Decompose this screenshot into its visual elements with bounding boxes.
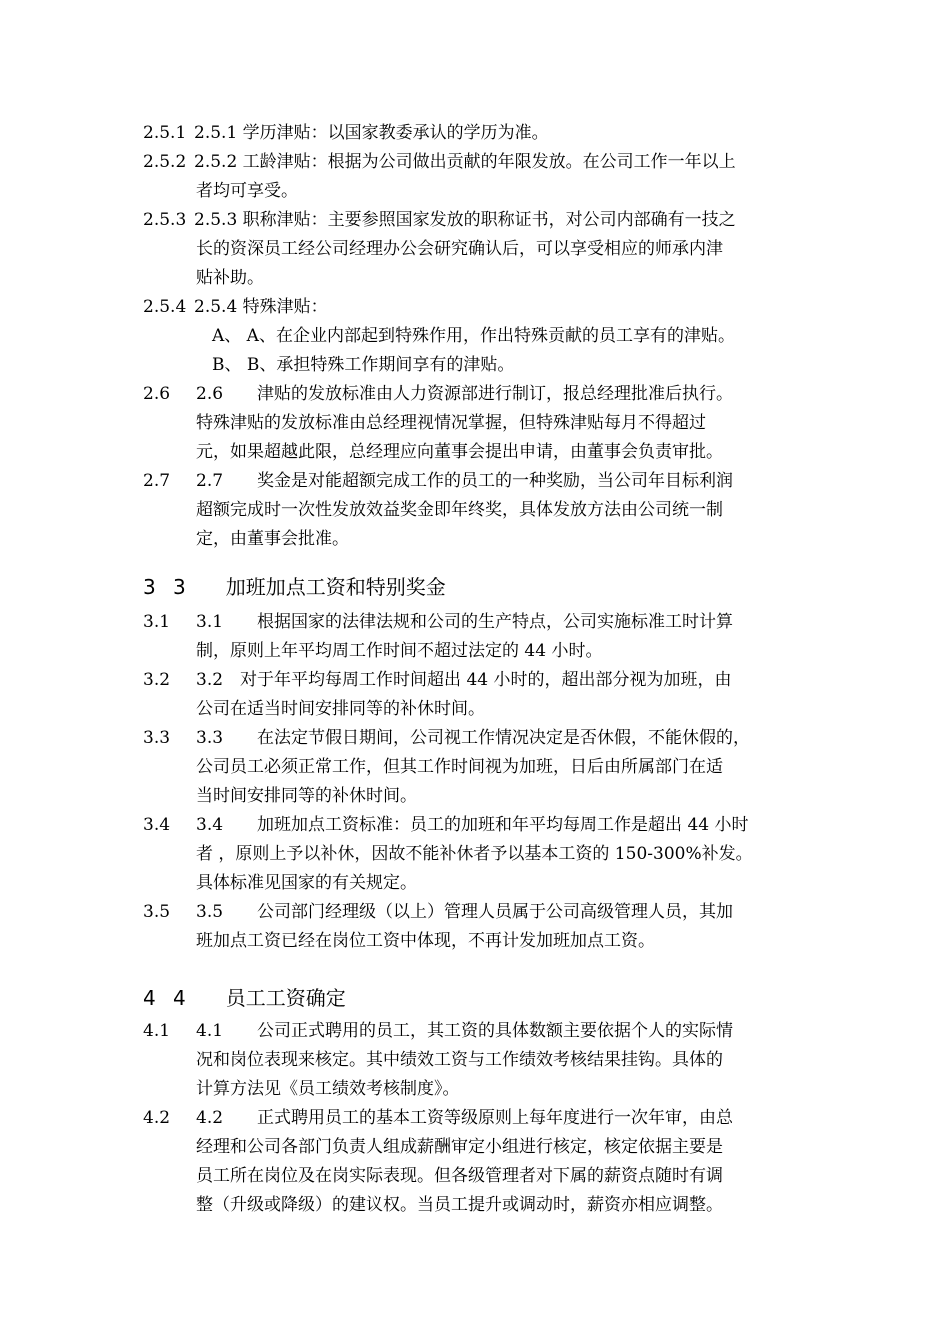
item-text-line: 当时间安排同等的补休时间。 xyxy=(196,786,417,806)
sub-item-b: B、 B、承担特殊工作期间享有的津贴。 xyxy=(212,355,515,375)
heading-number: 4 xyxy=(143,986,156,1010)
item-text-line: 超额完成时一次性发放效益奖金即年终奖，具体发放方法由公司统一制 xyxy=(196,500,723,520)
item-text-line: 公司在适当时间安排同等的补休时间。 xyxy=(196,699,485,719)
heading-text: 4 员工工资确定 xyxy=(173,986,346,1010)
item-text-line: 特殊津贴的发放标准由总经理视情况掌握，但特殊津贴每月不得超过 xyxy=(196,413,706,433)
item-text-line: 员工所在岗位及在岗实际表现。但各级管理者对下属的薪资点随时有调 xyxy=(196,1166,723,1186)
item-number: 3.2 xyxy=(143,670,171,690)
item-number: 3.5 xyxy=(143,902,171,922)
heading-number: 3 xyxy=(143,575,156,599)
item-number: 2.5.1 xyxy=(143,123,187,143)
item-number: 2.5.4 xyxy=(143,297,187,317)
item-number: 2.6 xyxy=(143,384,171,404)
heading-text: 3 加班加点工资和特别奖金 xyxy=(173,575,446,599)
item-number: 4.2 xyxy=(143,1108,171,1128)
item-text-line: 公司员工必须正常工作，但其工作时间视为加班，日后由所属部门在适 xyxy=(196,757,723,777)
item-text: 3.2 对于年平均每周工作时间超出 44 小时的，超出部分视为加班，由 xyxy=(196,670,732,690)
item-text: 3.3 在法定节假日期间，公司视工作情况决定是否休假，不能休假的， xyxy=(196,728,751,748)
item-text-line: 班加点工资已经在岗位工资中体现，不再计发加班加点工资。 xyxy=(196,931,655,951)
item-text: 3.1 根据国家的法律法规和公司的生产特点，公司实施标准工时计算 xyxy=(196,612,734,632)
item-text: 2.5.1 学历津贴：以国家教委承认的学历为准。 xyxy=(194,123,549,143)
item-text-line: 制，原则上年平均周工作时间不超过法定的 44 小时。 xyxy=(196,641,603,661)
section-heading-4 xyxy=(143,983,346,1013)
item-number: 2.5.3 xyxy=(143,210,187,230)
item-text-line: 计算方法见《员工绩效考核制度》。 xyxy=(196,1079,460,1099)
item-text: 2.5.3 职称津贴：主要参照国家发放的职称证书，对公司内部确有一技之 xyxy=(194,210,736,230)
item-number: 2.7 xyxy=(143,471,171,491)
section-heading-3 xyxy=(143,572,446,602)
item-text-line: 元，如果超越此限，总经理应向董事会提出申请，由董事会负责审批。 xyxy=(196,442,723,462)
item-text-line: 长的资深员工经公司经理办公会研究确认后，可以享受相应的师承内津 xyxy=(196,239,723,259)
item-number: 3.1 xyxy=(143,612,171,632)
item-text: 4.1 公司正式聘用的员工，其工资的具体数额主要依据个人的实际情 xyxy=(196,1021,734,1041)
item-number: 4.1 xyxy=(143,1021,171,1041)
item-number: 3.4 xyxy=(143,815,171,835)
item-text-line: 者均可享受。 xyxy=(196,181,298,201)
item-text-line: 定，由董事会批准。 xyxy=(196,529,349,549)
item-text: 3.4 加班加点工资标准：员工的加班和年平均每周工作是超出 44 小时 xyxy=(196,815,749,835)
item-text-line: 经理和公司各部门负责人组成薪酬审定小组进行核定，核定依据主要是 xyxy=(196,1137,723,1157)
item-text: 2.6 津贴的发放标准由人力资源部进行制订，报总经理批准后执行。 xyxy=(196,384,734,404)
item-number: 3.3 xyxy=(143,728,171,748)
sub-item-a: A、 A、在企业内部起到特殊作用，作出特殊贡献的员工享有的津贴。 xyxy=(212,326,735,346)
item-text-line: 具体标准见国家的有关规定。 xyxy=(196,873,417,893)
item-text-line: 者 ，原则上予以补休，因故不能补休者予以基本工资的 150-300%补发。 xyxy=(196,844,753,864)
item-text: 2.7 奖金是对能超额完成工作的员工的一种奖励，当公司年目标利润 xyxy=(196,471,734,491)
item-text-line: 况和岗位表现来核定。其中绩效工资与工作绩效考核结果挂钩。具体的 xyxy=(196,1050,723,1070)
item-number: 2.5.2 xyxy=(143,152,187,172)
item-text: 2.5.4 特殊津贴： xyxy=(194,297,328,317)
item-text: 2.5.2 工龄津贴：根据为公司做出贡献的年限发放。在公司工作一年以上 xyxy=(194,152,736,172)
item-text-line: 贴补助。 xyxy=(196,268,264,288)
item-text: 3.5 公司部门经理级（以上）管理人员属于公司高级管理人员，其加 xyxy=(196,902,734,922)
item-text: 4.2 正式聘用员工的基本工资等级原则上每年度进行一次年审，由总 xyxy=(196,1108,734,1128)
item-text-line: 整（升级或降级）的建议权。当员工提升或调动时，薪资亦相应调整。 xyxy=(196,1195,723,1215)
